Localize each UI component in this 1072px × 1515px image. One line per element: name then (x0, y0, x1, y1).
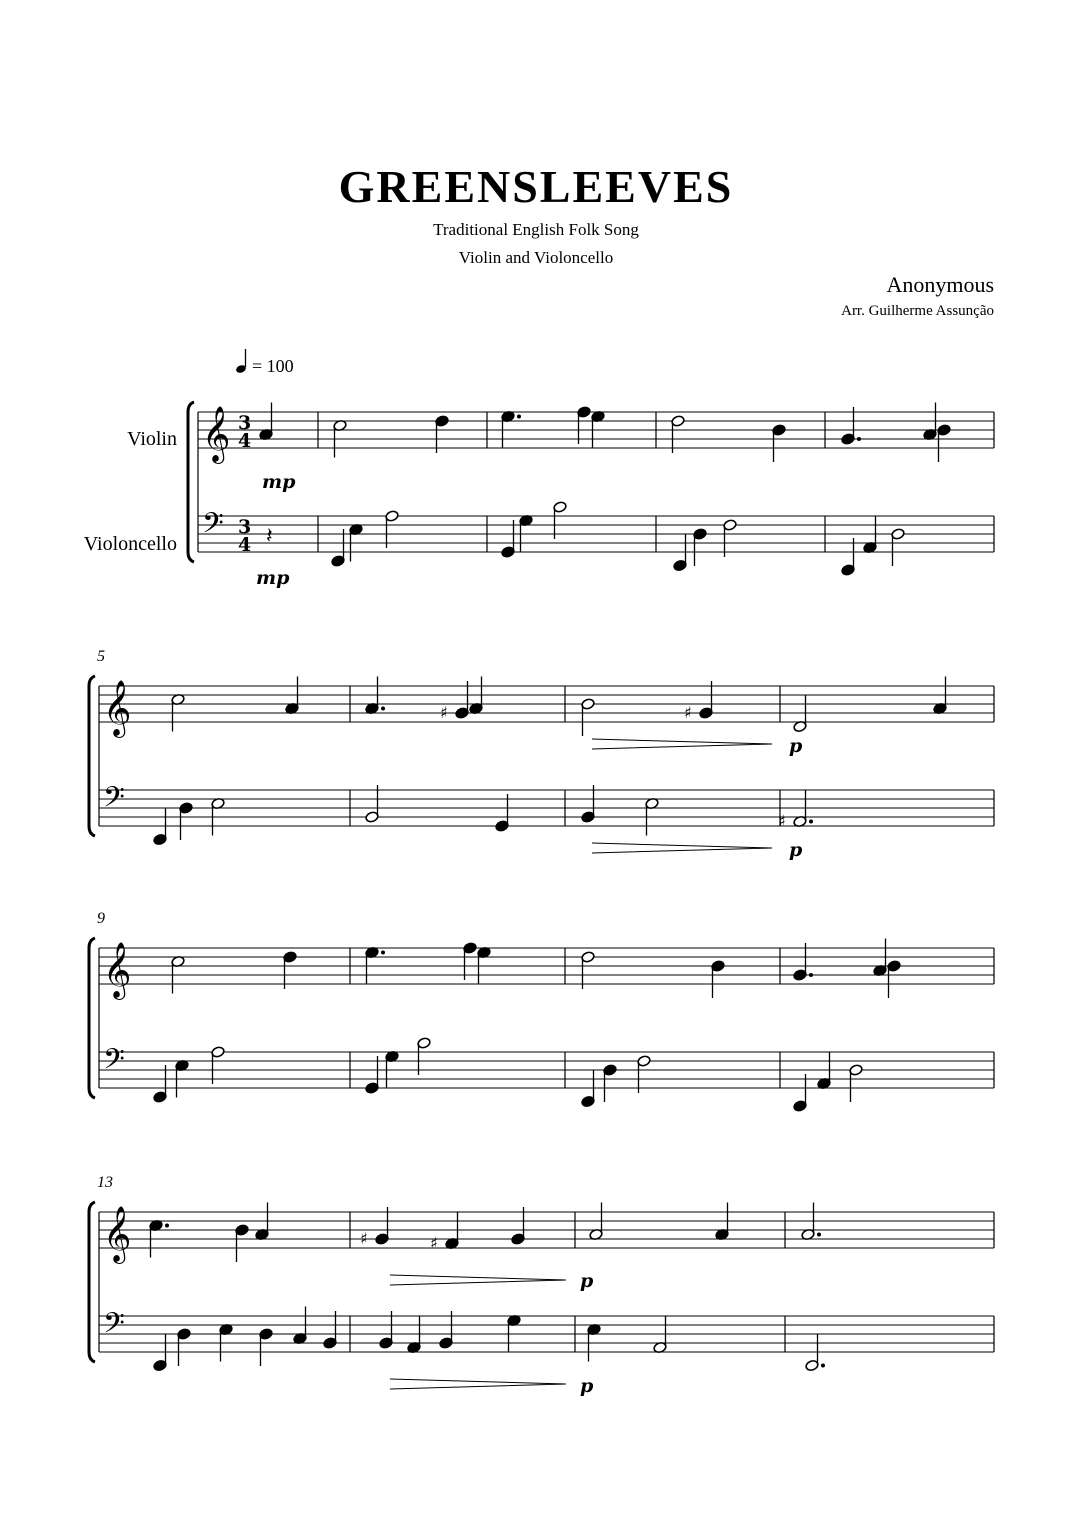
note (285, 677, 299, 715)
note (511, 1207, 525, 1245)
note (841, 538, 855, 576)
dynamic-mp: mp (262, 471, 296, 493)
note (653, 1316, 667, 1354)
violin-label: Violin (127, 428, 177, 450)
note (671, 415, 685, 453)
note (793, 1074, 807, 1112)
note (435, 415, 449, 453)
dynamic-p: p (580, 1375, 594, 1397)
note (331, 529, 345, 567)
note (153, 808, 167, 846)
note (801, 1203, 821, 1241)
note (360, 1207, 389, 1248)
note (923, 403, 937, 441)
note (439, 1311, 453, 1349)
note (179, 802, 193, 840)
decrescendo-hairpin (390, 1379, 566, 1389)
note (553, 501, 567, 539)
note (283, 951, 297, 989)
sharp-icon: ♯ (360, 1229, 368, 1248)
note (333, 419, 347, 457)
note (805, 1334, 825, 1372)
note (149, 1219, 169, 1257)
note (417, 1037, 431, 1075)
score-title: GREENSLEEVES (338, 161, 734, 212)
note (385, 510, 399, 548)
cello-staff (99, 1307, 994, 1352)
note (153, 1334, 167, 1372)
note (255, 1203, 269, 1241)
decrescendo-hairpin (592, 843, 772, 853)
note (211, 1046, 225, 1084)
treble-clef-icon: 𝄞 (202, 406, 231, 462)
decrescendo-hairpin (592, 739, 772, 749)
note (841, 407, 861, 445)
violin-staff (99, 1206, 994, 1264)
note (407, 1316, 421, 1354)
note (772, 424, 786, 462)
note (469, 677, 483, 715)
bass-clef-icon: 𝄢 (103, 1043, 125, 1083)
time-signature-top: 3 (238, 412, 252, 434)
note (715, 1203, 729, 1241)
sharp-icon: ♯ (778, 811, 786, 831)
note (693, 528, 707, 566)
note (501, 520, 515, 558)
note (863, 516, 877, 554)
bass-clef-icon: 𝄢 (103, 781, 125, 821)
system-bracket (89, 676, 95, 836)
dynamic-p: p (789, 735, 803, 757)
note (219, 1323, 233, 1361)
measure-number: 5 (97, 648, 105, 665)
note (577, 406, 591, 444)
note (581, 1070, 595, 1108)
dynamic-p: p (580, 1270, 594, 1292)
arranger: Arr. Guilherme Assunção (841, 303, 994, 319)
tempo-marking (235, 349, 294, 376)
measure-number: 13 (97, 1174, 113, 1191)
instrumentation: Violin and Violoncello (458, 248, 614, 267)
note (519, 514, 533, 552)
tempo-text: = 100 (252, 356, 294, 376)
note (793, 943, 813, 981)
note (887, 960, 901, 998)
cello-staff (99, 781, 994, 826)
note (385, 1050, 399, 1088)
note (603, 1064, 617, 1102)
note (379, 1311, 393, 1349)
note (323, 1311, 337, 1349)
note (463, 942, 477, 980)
note (349, 523, 363, 561)
note (171, 955, 185, 993)
note (153, 1065, 167, 1103)
note (591, 410, 605, 448)
note (793, 695, 807, 733)
note (211, 797, 225, 835)
note (581, 785, 595, 823)
composer: Anonymous (886, 272, 994, 297)
treble-clef-icon: 𝄞 (103, 680, 132, 736)
note (259, 1328, 273, 1366)
note (933, 677, 947, 715)
note (581, 698, 595, 736)
staff-system (89, 648, 994, 836)
time-signature-top: 3 (238, 516, 252, 538)
note (495, 794, 509, 832)
note (365, 677, 385, 715)
subtitle: Traditional English Folk Song (433, 220, 639, 239)
treble-clef-icon: 𝄞 (103, 942, 132, 998)
note (501, 410, 521, 448)
note (440, 681, 469, 722)
note (587, 1323, 601, 1361)
note (684, 681, 713, 722)
bass-clef-icon: 𝄢 (202, 507, 224, 547)
note (507, 1314, 521, 1352)
note (589, 1203, 603, 1241)
note (365, 946, 385, 984)
note (430, 1212, 459, 1253)
note (171, 693, 185, 731)
note (891, 528, 905, 566)
sharp-icon: ♯ (440, 703, 448, 722)
note (645, 797, 659, 835)
violin-staff (99, 680, 994, 738)
note (177, 1328, 191, 1366)
note (637, 1055, 651, 1093)
system-bracket (89, 938, 95, 1098)
cello-label: Violoncello (83, 533, 177, 555)
staff-system (188, 402, 994, 562)
note (175, 1059, 189, 1097)
note (849, 1064, 863, 1102)
rest-icon: 𝄽 (266, 524, 273, 549)
note (365, 1056, 379, 1094)
treble-clef-icon: 𝄞 (103, 1206, 132, 1262)
system-bracket (188, 402, 194, 562)
note (259, 403, 273, 441)
note (711, 960, 725, 998)
note (581, 951, 595, 989)
time-signature-bottom: 4 (238, 430, 252, 452)
note (873, 939, 887, 977)
sharp-icon: ♯ (430, 1233, 438, 1253)
note (365, 785, 379, 823)
time-signature-bottom: 4 (238, 534, 252, 556)
sharp-icon: ♯ (684, 703, 692, 722)
note (477, 946, 491, 984)
note (673, 534, 687, 572)
system-bracket (89, 1202, 95, 1362)
bass-clef-icon: 𝄢 (103, 1307, 125, 1347)
note (817, 1052, 831, 1090)
note (937, 424, 951, 462)
note (293, 1307, 307, 1345)
decrescendo-hairpin (390, 1275, 566, 1285)
note (723, 519, 737, 557)
dynamic-p: p (789, 839, 803, 861)
dynamic-mp: mp (256, 567, 290, 589)
note (235, 1224, 249, 1262)
note (778, 790, 813, 831)
violin-staff (99, 942, 994, 1000)
measure-number: 9 (97, 910, 105, 927)
